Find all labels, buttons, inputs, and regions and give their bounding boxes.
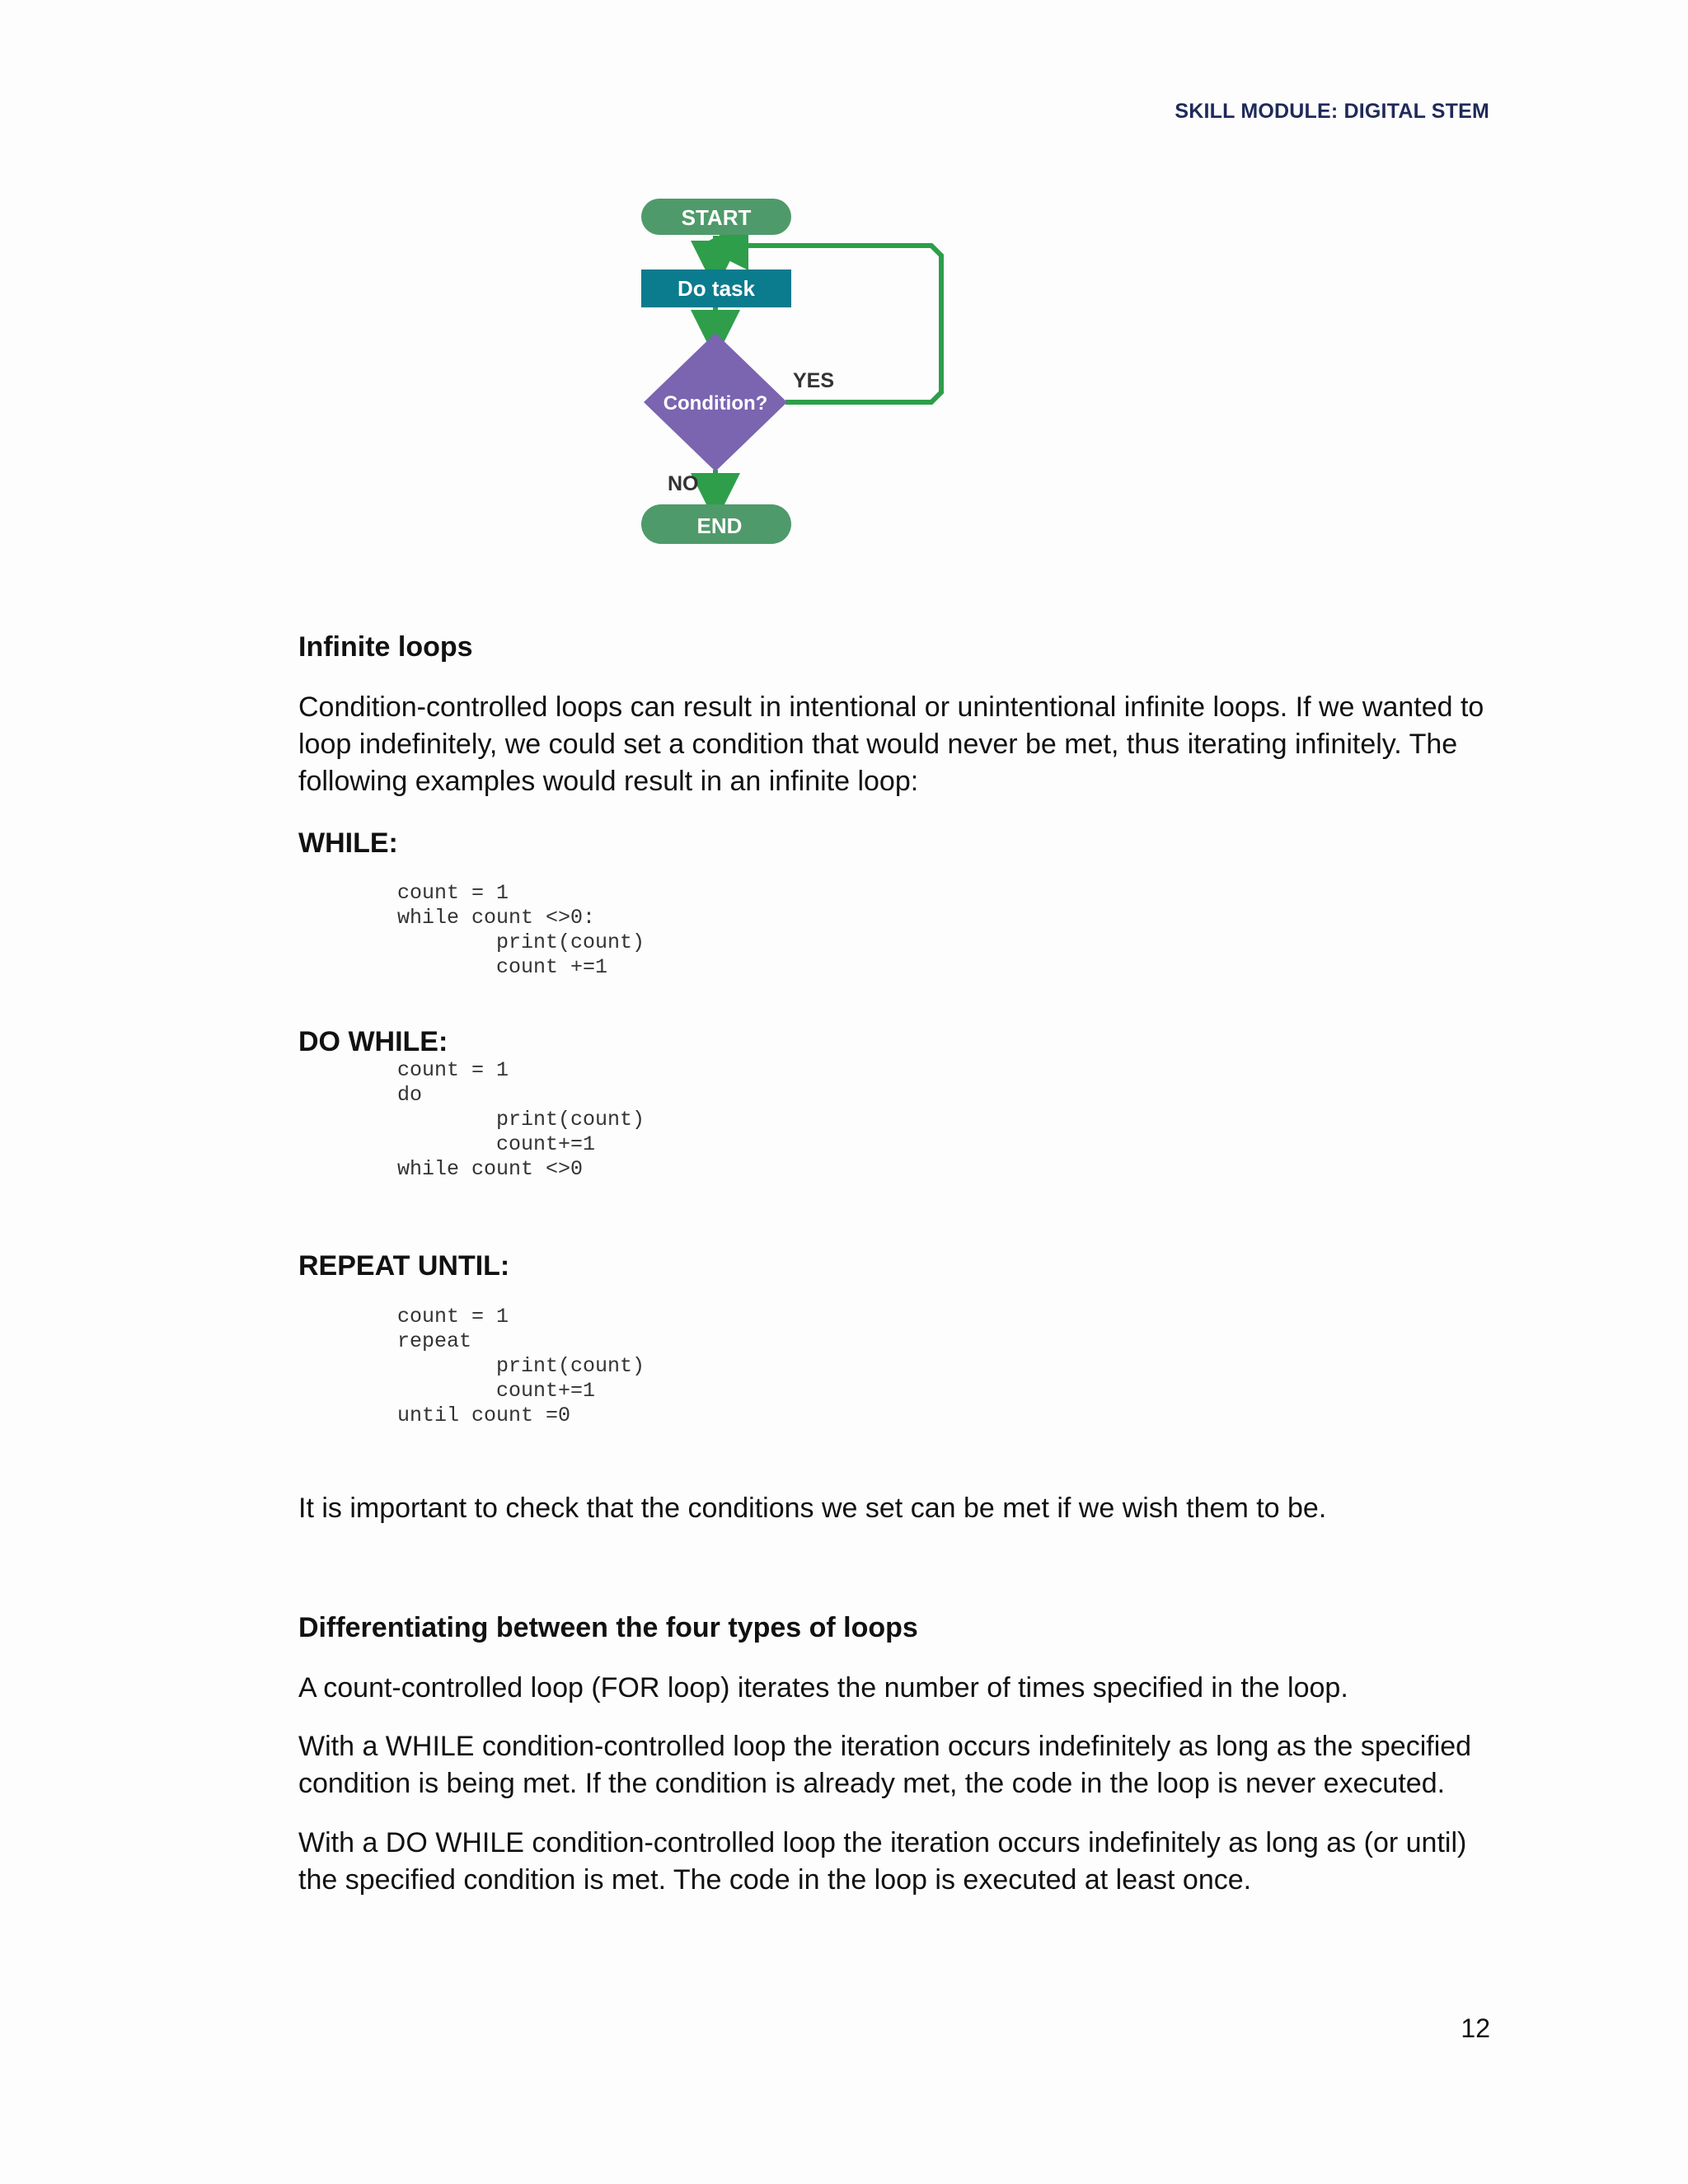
page-number: 12 [1461,2013,1490,2043]
infinite-loops-paragraph: Condition-controlled loops can result in intentional or unintentional infinite loops. If we wanted to loop indefinitely, we could set a condition that would never be met, thus iterating infinitely. The following examples would result in an infinite loop: [298,691,1484,797]
page-header: SKILL MODULE: DIGITAL STEM [1175,100,1489,123]
section-heading-infinite-loops: Infinite loops [298,631,473,663]
end-label: END [696,513,743,538]
yes-label: YES [793,369,835,392]
important-note-paragraph: It is important to check that the conditions we set can be met if we wish them to be. [298,1493,1327,1524]
start-label: START [681,205,752,230]
task-label: Do task [678,276,755,301]
loop-flowchart [626,190,973,560]
while-code-block: count = 1 while count <>0: print(count) count +=1 [397,881,645,979]
condition-label: Condition? [663,392,768,415]
for-loop-paragraph: A count-controlled loop (FOR loop) iterates the number of times specified in the loop. [298,1672,1348,1704]
no-label: NO [668,472,699,495]
while-heading: WHILE: [298,827,398,859]
do-while-code-block: count = 1 do print(count) count+=1 while count <>0 [397,1058,645,1181]
do-while-heading: DO WHILE: [298,1026,448,1057]
section-heading-differentiating: Differentiating between the four types of loops [298,1612,918,1643]
while-loop-paragraph: With a WHILE condition-controlled loop the iteration occurs indefinitely as long as the specified condition is being met. If the condition is already met, the code in the loop is never executed. [298,1731,1472,1799]
do-while-loop-paragraph: With a DO WHILE condition-controlled loop the iteration occurs indefinitely as long as (or until) the specified condition is met. The code in the loop is executed at least once. [298,1827,1467,1896]
repeat-until-code-block: count = 1 repeat print(count) count+=1 until count =0 [397,1305,645,1427]
repeat-until-heading: REPEAT UNTIL: [298,1250,510,1282]
